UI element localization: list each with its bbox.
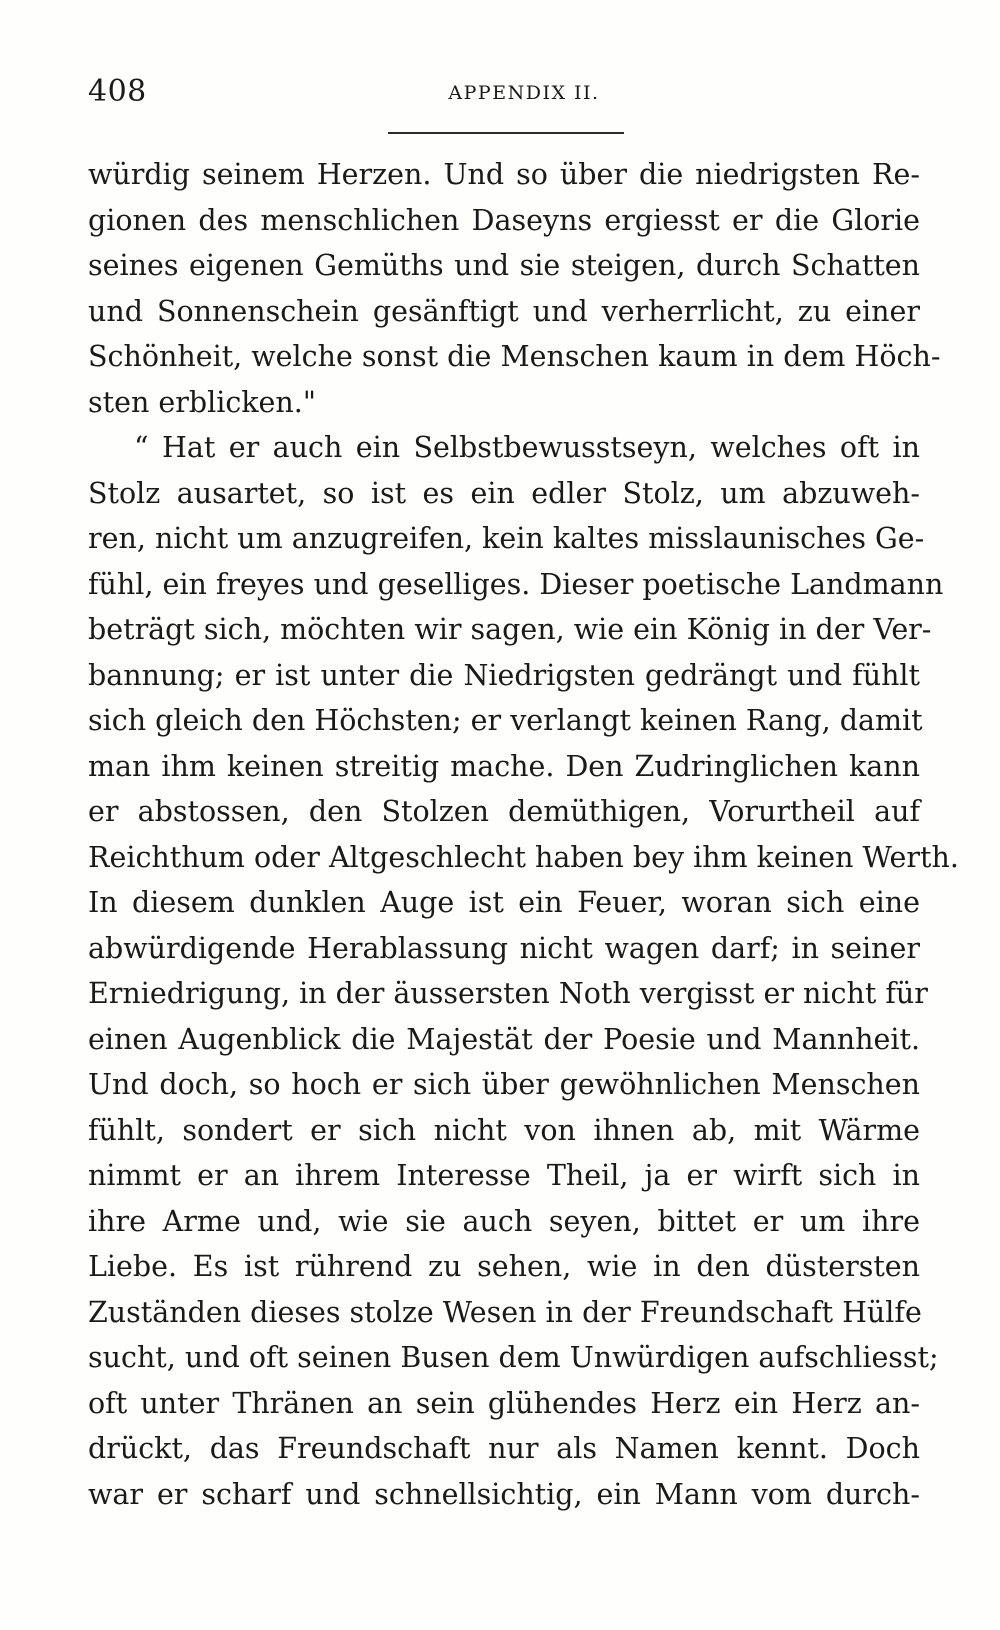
text-line: “ Hat er auch ein Selbstbewusstseyn, welches oft in — [134, 431, 920, 464]
text-line: ren, nicht um anzugreifen, kein kaltes misslaunisches Ge- — [88, 522, 925, 555]
text-line: sten erblicken." — [88, 385, 316, 419]
body-text — [88, 152, 959, 1517]
text-line: fühl, ein freyes und geselliges. Dieser poetische Landmann — [88, 567, 944, 601]
text-line: war er scharf und schnellsichtig, ein Mann vom durch- — [88, 1477, 920, 1511]
text-line: Zuständen dieses stolze Wesen in der Freundschaft Hülfe — [88, 1295, 922, 1329]
text-line: nimmt er an ihrem Interesse Theil, ja er wirft sich in — [88, 1159, 920, 1192]
text-line: fühlt, sondert er sich nicht von ihnen ab, mit Wärme — [88, 1113, 920, 1147]
text-line: Und doch, so hoch er sich über gewöhnlichen Menschen — [88, 1068, 920, 1101]
text-line: gionen des menschlichen Daseyns ergiesst er die Glorie — [88, 203, 920, 237]
text-line: Erniedrigung, in der äussersten Noth vergisst er nicht für — [88, 977, 928, 1010]
text-line: Schönheit, welche sonst die Menschen kaum in dem Höch- — [88, 340, 941, 373]
text-line: Reichthum oder Altgeschlecht haben bey ihm keinen Werth. — [88, 840, 959, 874]
text-line: Liebe. Es ist rührend zu sehen, wie in den düstersten — [88, 1250, 920, 1283]
text-line: einen Augenblick die Majestät der Poesie und Mannheit. — [88, 1022, 920, 1056]
running-title: APPENDIX II. — [448, 82, 600, 104]
text-line: sich gleich den Höchsten; er verlangt keinen Rang, damit — [88, 704, 923, 737]
text-line: drückt, das Freundschaft nur als Namen kennt. Doch — [88, 1432, 920, 1465]
text-line: beträgt sich, möchten wir sagen, wie ein König in der Ver- — [88, 613, 932, 646]
text-line: und Sonnenschein gesänftigt und verherrlicht, zu einer — [88, 294, 920, 328]
text-line: oft unter Thränen an sein glühendes Herz ein Herz an- — [88, 1386, 920, 1420]
text-line: sucht, und oft seinen Busen dem Unwürdigen aufschliesst; — [88, 1341, 939, 1374]
text-line: In diesem dunklen Auge ist ein Feuer, woran sich eine — [88, 886, 920, 919]
running-head — [88, 74, 920, 114]
text-line: ihre Arme und, wie sie auch seyen, bittet er um ihre — [88, 1204, 920, 1238]
text-line: bannung; er ist unter die Niedrigsten gedrängt und fühlt — [88, 658, 920, 692]
page-number: 408 — [88, 74, 147, 109]
text-line: er abstossen, den Stolzen demüthigen, Vorurtheil auf — [88, 795, 920, 828]
text-line: abwürdigende Herablassung nicht wagen darf; in seiner — [88, 931, 920, 965]
text-line: Stolz ausartet, so ist es ein edler Stolz, um abzuweh- — [88, 476, 920, 510]
text-line: man ihm keinen streitig mache. Den Zudringlichen kann — [88, 749, 920, 783]
text-line: seines eigenen Gemüths und sie steigen, durch Schatten — [88, 249, 920, 282]
header-rule — [388, 132, 624, 134]
text-line: würdig seinem Herzen. Und so über die niedrigsten Re- — [88, 158, 920, 191]
